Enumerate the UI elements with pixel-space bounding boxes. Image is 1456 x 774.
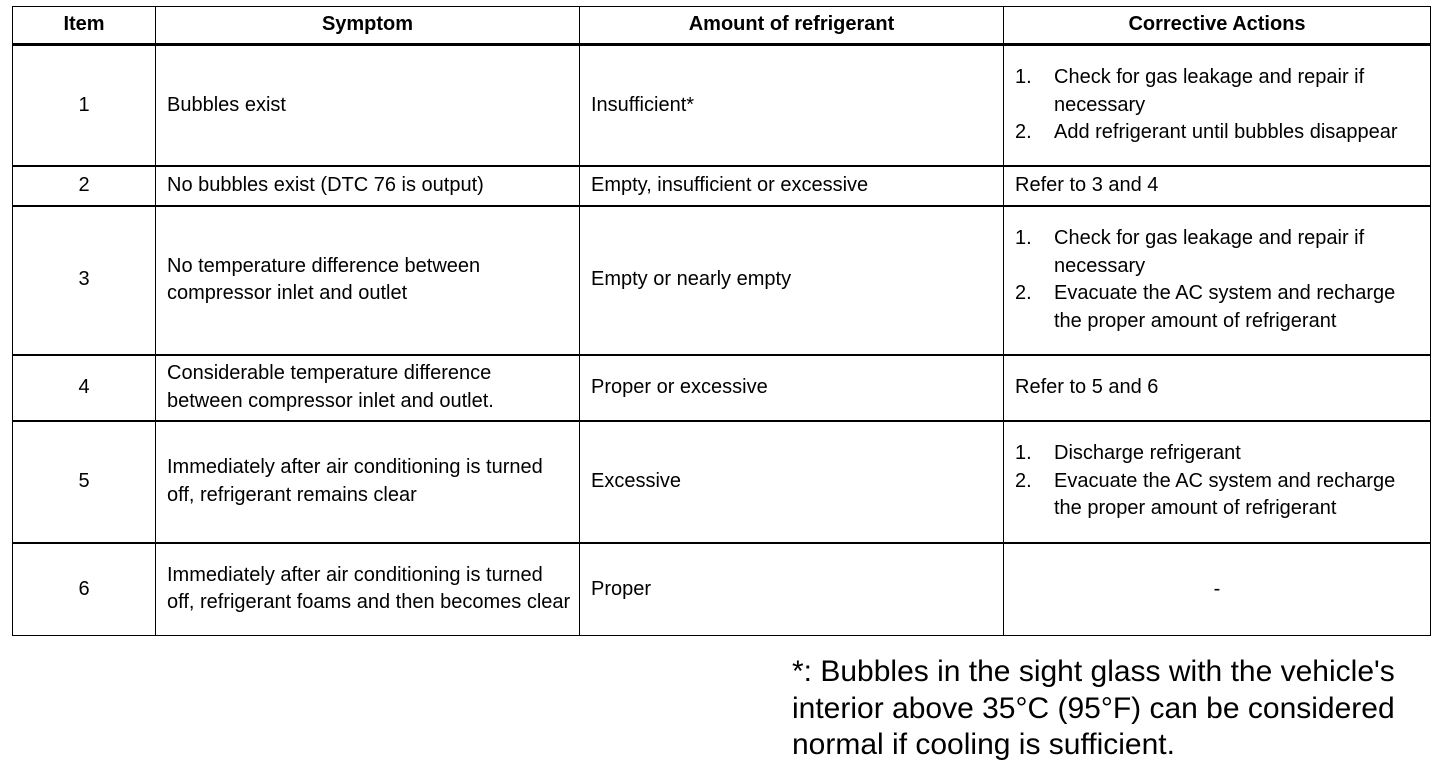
- item-number: 4: [13, 355, 156, 421]
- corrective-actions-cell: [1004, 421, 1431, 543]
- corrective-actions-cell: [1004, 206, 1431, 355]
- table-row: [13, 543, 1431, 636]
- table-row: [13, 166, 1431, 206]
- item-number: 1: [13, 45, 156, 166]
- action-item: [1015, 280, 1422, 335]
- amount-cell: Proper: [580, 543, 1004, 636]
- action-list: [1015, 440, 1422, 523]
- action-text: Evacuate the AC system and recharge the proper amount of refrigerant: [1054, 282, 1396, 332]
- action-number: 2.: [1015, 121, 1032, 143]
- action-item: [1015, 119, 1422, 147]
- action-number: 1.: [1015, 442, 1032, 465]
- table-row: [13, 421, 1431, 543]
- item-number: 2: [13, 166, 156, 206]
- action-text: Check for gas leakage and repair if necessary: [1054, 66, 1365, 116]
- symptom-cell: No temperature difference between compressor inlet and outlet: [156, 206, 580, 355]
- header-amount: Amount of refrigerant: [580, 7, 1004, 45]
- footnote: *: Bubbles in the sight glass with the vehicle's interior above 35°C (95°F) can be considered normal if cooling is sufficient.: [792, 655, 1395, 761]
- symptom-cell: Immediately after air conditioning is turned off, refrigerant remains clear: [156, 421, 580, 543]
- table-header-row: [13, 7, 1431, 45]
- corrective-actions-cell: Refer to 5 and 6: [1004, 355, 1431, 421]
- action-list: [1015, 225, 1422, 335]
- symptom-cell: Immediately after air conditioning is turned off, refrigerant foams and then becomes clear: [156, 543, 580, 636]
- symptom-cell: Considerable temperature difference between compressor inlet and outlet.: [156, 355, 580, 421]
- table-row: [13, 45, 1431, 166]
- amount-cell: Excessive: [580, 421, 1004, 543]
- action-item: [1015, 225, 1422, 280]
- corrective-actions-cell: [1004, 45, 1431, 166]
- amount-cell: Empty, insufficient or excessive: [580, 166, 1004, 206]
- action-list: [1015, 64, 1422, 147]
- action-number: 2.: [1015, 282, 1032, 304]
- header-corrective-actions: Corrective Actions: [1004, 7, 1431, 45]
- action-text: Evacuate the AC system and recharge the proper amount of refrigerant: [1054, 469, 1396, 520]
- table-row: [13, 206, 1431, 355]
- header-item: Item: [13, 7, 156, 45]
- action-item: [1015, 440, 1422, 468]
- header-symptom: Symptom: [156, 7, 580, 45]
- amount-cell: Insufficient*: [580, 45, 1004, 166]
- amount-cell: Proper or excessive: [580, 355, 1004, 421]
- corrective-actions-cell: -: [1004, 543, 1431, 636]
- action-text: Discharge refrigerant: [1054, 442, 1241, 465]
- refrigerant-diagnosis-table: [12, 6, 1431, 636]
- action-item: [1015, 64, 1422, 119]
- item-number: 5: [13, 421, 156, 543]
- action-number: 1.: [1015, 66, 1032, 88]
- corrective-actions-cell: Refer to 3 and 4: [1004, 166, 1431, 206]
- item-number: 6: [13, 543, 156, 636]
- action-number: 2.: [1015, 469, 1032, 492]
- action-item: [1015, 468, 1422, 523]
- action-text: Check for gas leakage and repair if necessary: [1054, 227, 1365, 277]
- symptom-cell: Bubbles exist: [156, 45, 580, 166]
- amount-cell: Empty or nearly empty: [580, 206, 1004, 355]
- action-text: Add refrigerant until bubbles disappear: [1054, 121, 1398, 143]
- symptom-cell: No bubbles exist (DTC 76 is output): [156, 166, 580, 206]
- action-number: 1.: [1015, 227, 1032, 249]
- item-number: 3: [13, 206, 156, 355]
- table-row: [13, 355, 1431, 421]
